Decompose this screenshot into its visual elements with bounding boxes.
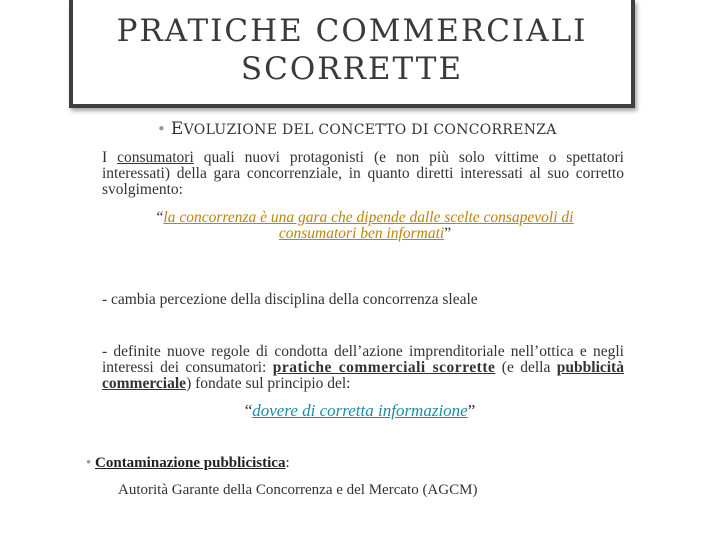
paragraph-consumatori	[102, 150, 624, 198]
quote-dovere	[230, 403, 490, 419]
quote2-text: dovere di corretta informazione	[252, 401, 468, 420]
bullet-contaminazione	[86, 455, 606, 472]
title-line-1: PRATICHE COMMERCIALI	[116, 13, 588, 49]
quote1-open: “	[156, 209, 164, 226]
p3-post: ) fondate sul principio del:	[186, 375, 351, 392]
paragraph-regole	[102, 344, 624, 392]
bullet-dot-icon: •	[157, 120, 167, 138]
quote-concorrenza	[130, 210, 600, 242]
contaminazione-colon: :	[285, 455, 290, 471]
quote2-open: “	[244, 401, 253, 420]
heading-rest: VOLUZIONE DEL CONCETTO DI CONCORRENZA	[183, 122, 557, 138]
p3-pre: - definite nuove regole di condotta dell’azione imprenditoriale nell’ottica e negli interessi dei consumatori:	[102, 343, 624, 376]
title-box	[69, 0, 635, 108]
paragraph-percezione: - cambia percezione della disciplina della concorrenza sleale	[102, 291, 478, 308]
heading-first-letter: E	[170, 119, 184, 139]
pratiche-commerciali-scorrette: pratiche commerciali scorrette	[272, 359, 496, 376]
quote1-close: ”	[444, 225, 452, 242]
p3-mid: (e della	[495, 359, 557, 376]
consumatori-link: consumatori	[117, 149, 194, 166]
title-line-2: SCORRETTE	[240, 51, 464, 87]
pubblicita-commerciale: pubblicità commerciale	[102, 359, 624, 392]
bullet-dot-icon: •	[86, 455, 92, 471]
slide-title	[112, 12, 592, 88]
quote1-text: la concorrenza è una gara che dipende dalle scelte consapevoli di consumatori ben informati	[163, 209, 574, 242]
quote2-close: ”	[467, 401, 476, 420]
p1-post: quali nuovi protagonisti (e non più solo vittime o spettatori interessati) della gara concorrenziale, in quanto diretti interessati al suo corretto svolgimento:	[102, 149, 624, 198]
section-heading	[157, 119, 677, 139]
p1-pre: I	[102, 149, 118, 166]
agcm-line: Autorità Garante della Concorrenza e del Mercato (AGCM)	[118, 482, 478, 498]
contaminazione-text: Contaminazione pubblicistica	[95, 455, 286, 471]
